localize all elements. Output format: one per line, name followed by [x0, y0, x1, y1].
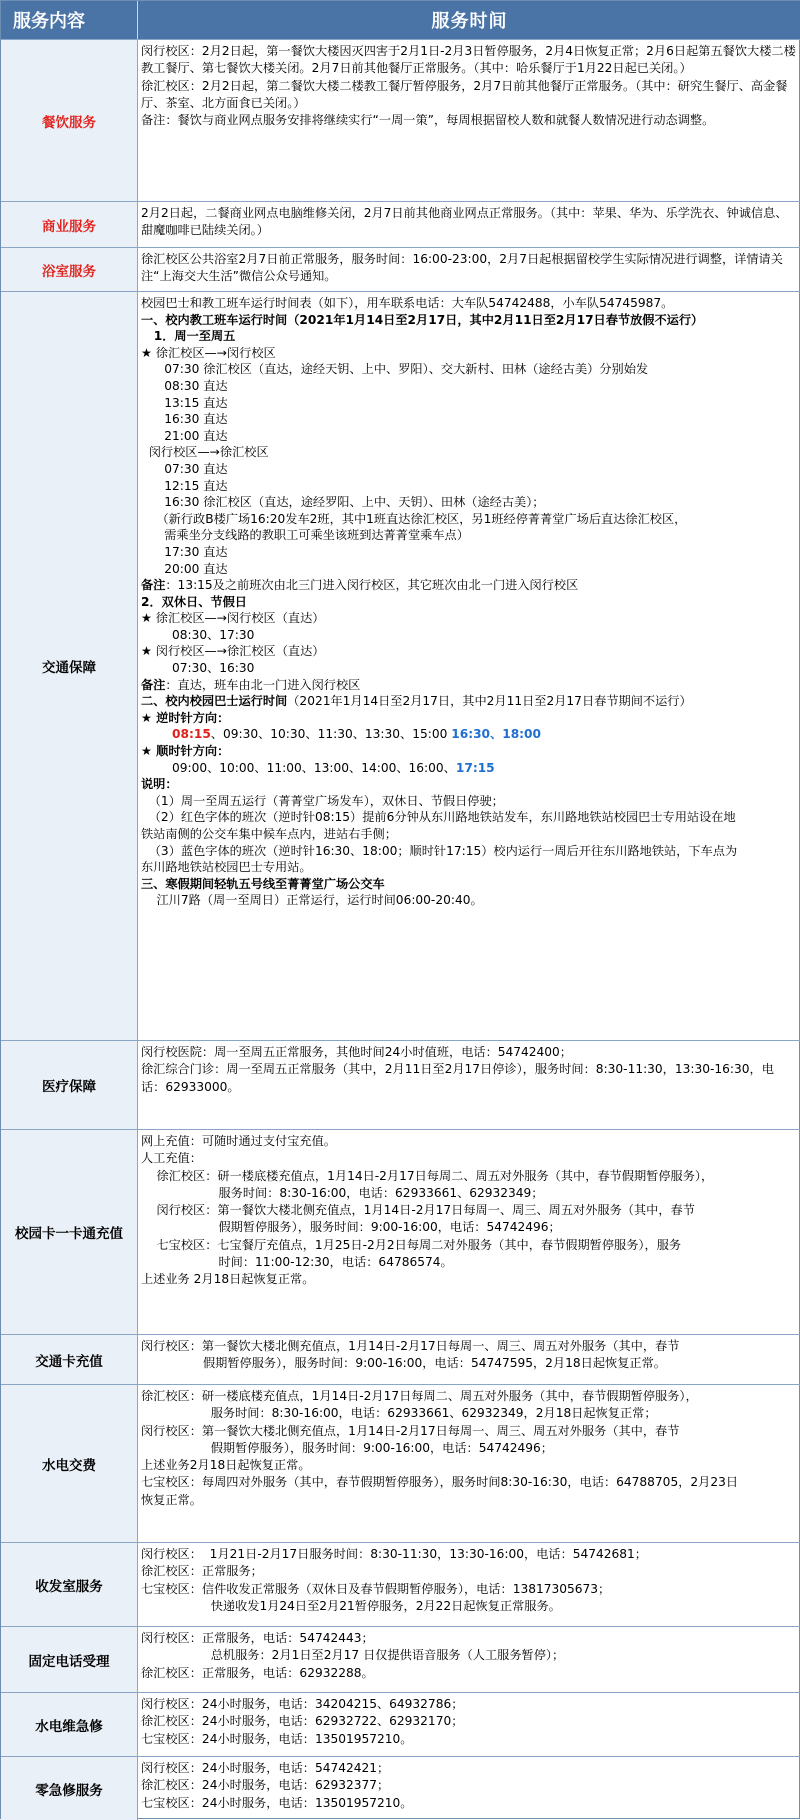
schedule-text: 09:00、10:00、11:00、13:00、14:00、16:00、 — [141, 760, 456, 775]
service-details — [138, 1693, 800, 1756]
detail-line: 七宝校区：24小时服务，电话：13501957210。 — [141, 1731, 413, 1746]
schedule-line: （1）周一至周五运行（菁菁堂广场发车），双休日、节假日停驶； — [141, 793, 504, 808]
schedule-line: 一、校内教工班车运行时间（2021年1月14日至2月17日，其中2月11日至2月17日春节放假不运行） — [141, 312, 704, 327]
category-label: 校园卡一卡通充值 — [1, 1130, 138, 1334]
row-utility-repair — [1, 1692, 800, 1756]
schedule-line — [141, 760, 797, 777]
detail-line: 恢复正常。 — [141, 1492, 202, 1507]
service-details — [138, 248, 800, 291]
detail-line: 上述业务2月18日起恢复正常。 — [141, 1458, 311, 1473]
schedule-line: 铁站南侧的公交车集中候车点内，进站右手侧； — [141, 827, 397, 841]
row-emergency-repair — [1, 1756, 800, 1820]
schedule-line — [141, 693, 797, 710]
detail-line: 假期暂停服务），服务时间：9:00-16:00，电话：54747595，2月18日起恢复正常。 — [141, 1356, 666, 1371]
detail-line: 闵行校区：24小时服务，电话：54742421； — [141, 1761, 390, 1775]
detail-line: 徐汇校区：正常服务； — [141, 1564, 263, 1579]
schedule-line: ★ 逆时针方向： — [141, 710, 230, 725]
schedule-line: 闵行校区—→徐汇校区 — [141, 445, 269, 460]
row-bathhouse — [1, 247, 800, 291]
row-medical — [1, 1040, 800, 1129]
schedule-line: 08:30、17:30 — [141, 627, 255, 642]
detail-line: 徐汇校区：正常服务，电话：62932288。 — [141, 1665, 374, 1680]
detail-line: 闵行校区：正常服务，电话：54742443； — [141, 1631, 374, 1645]
schedule-text: ：13:15及之前班次由北三门进入闵行校区，其它班次由北一门进入闵行校区 — [165, 578, 579, 593]
detail-line: 假期暂停服务），服务时间：9:00-16:00，电话：54742496； — [141, 1220, 561, 1235]
detail-line: 闵行校区：2月2日起，第一餐饮大楼因灭四害于2月1日-2月3日暂停服务，2月4日恢复正常；2月6日起第五餐饮大楼二楼教工餐厅、第七餐饮大楼关闭。2月7日前其他餐厅正常服务。（其中：哈乐餐厅于1月22日起已关闭。） — [141, 44, 796, 76]
category-label: 交通卡充值 — [1, 1335, 138, 1384]
schedule-line: 江川7路（周一至周日）正常运行，运行时间06:00-20:40。 — [141, 893, 483, 908]
schedule-line: ★ 闵行校区—→徐汇校区（直达） — [141, 644, 325, 659]
schedule-line: 东川路地铁站校园巴士专用站。 — [141, 860, 312, 875]
row-transit-card — [1, 1334, 800, 1384]
detail-line: 徐汇校区：2月2日起，第二餐饮大楼二楼教工餐厅暂停服务，2月7日前其他餐厅正常服务。（其中：研究生餐厅、高金餐厅、茶室、北方面食已关闭。） — [141, 78, 788, 110]
service-details — [138, 1543, 800, 1626]
detail-line: 七宝校区：信件收发正常服务（双休日及春节假期暂停服务），电话：13817305673； — [141, 1581, 611, 1596]
schedule-text: 、09:30、10:30、11:30、13:30、15:00 — [210, 727, 452, 742]
schedule-text: （2021年1月14日至2月17日，其中2月11日至2月17日春节期间不运行） — [287, 694, 692, 709]
schedule-line: 16:30 直达 — [141, 412, 228, 427]
detail-line: 七宝校区：七宝餐厅充值点，1月25日-2月2日每周二对外服务（其中，春节假期暂停服务），服务 — [141, 1237, 682, 1252]
schedule-line: 三、寒假期间轻轨五号线至菁菁堂广场公交车 — [141, 876, 385, 891]
schedule-line: （新行政B楼广场16:20发车2班，其中1班直达徐汇校区，另1班经停菁菁堂广场后直达徐汇校区， — [141, 511, 687, 526]
schedule-line — [141, 677, 797, 694]
schedule-line — [141, 726, 797, 743]
detail-line: 七宝校区：每周四对外服务（其中，春节假期暂停服务），服务时间8:30-16:30，电话：64788705，2月23日 — [141, 1475, 739, 1490]
schedule-text: ：直达，班车由北一门进入闵行校区 — [165, 677, 361, 692]
schedule-line: 07:30 直达 — [141, 461, 228, 476]
header-service-content: 服务内容 — [1, 1, 138, 39]
service-details — [138, 292, 800, 1040]
detail-line: 闵行校区：第一餐饮大楼北侧充值点，1月14日-2月17日每周一、周三、周五对外服务（其中，春节 — [141, 1423, 680, 1438]
category-label: 商业服务 — [1, 202, 138, 247]
detail-line: 2月2日起，二餐商业网点电脑维修关闭，2月7日前其他商业网点正常服务。（其中：苹果、华为、乐学洗衣、钟诚信息、甜魔咖啡已陆续关闭。） — [141, 206, 788, 238]
schedule-line: ★ 顺时针方向： — [141, 744, 230, 759]
schedule-line: 07:30、16:30 — [141, 661, 255, 676]
schedule-line — [141, 577, 797, 594]
row-catering — [1, 39, 800, 201]
schedule-line: 需乘坐分支线路的教职工可乘坐该班到达菁菁堂乘车点） — [141, 528, 469, 543]
detail-line: 上述业务 2月18日起恢复正常。 — [141, 1272, 315, 1287]
category-label: 水电维急修 — [1, 1693, 138, 1756]
schedule-line: 1．周一至周五 — [141, 329, 236, 344]
detail-line: 服务时间：8:30-16:00，电话：62933661、62932349； — [141, 1185, 544, 1200]
row-landline — [1, 1626, 800, 1692]
schedule-line: 12:15 直达 — [141, 478, 228, 493]
detail-line: 闵行校区：第一餐饮大楼北侧充值点，1月14日-2月17日每周一、周三、周五对外服务（其中，春节 — [141, 1203, 695, 1218]
category-label: 水电交费 — [1, 1385, 138, 1542]
detail-line: 徐汇校区：研一楼底楼充值点，1月14日-2月17日每周二、周五对外服务（其中，春节假期暂停服务）， — [141, 1389, 698, 1403]
detail-line: 服务时间：8:30-16:00，电话：62933661、62932349，2月18日起恢复正常； — [141, 1406, 657, 1421]
schedule-lead: 备注 — [141, 677, 166, 692]
service-details — [138, 1041, 800, 1129]
detail-line: 人工充值： — [141, 1151, 202, 1166]
schedule-line: 20:00 直达 — [141, 561, 228, 576]
category-label: 浴室服务 — [1, 248, 138, 291]
detail-line: 闵行校医院：周一至周五正常服务，其他时间24小时值班，电话：54742400； — [141, 1045, 572, 1059]
row-mailroom — [1, 1542, 800, 1626]
detail-line: 徐汇综合门诊：周一至周五正常服务（其中，2月11日至2月17日停诊），服务时间：8:30-11:30，13:30-16:30，电话：62933000。 — [141, 1062, 774, 1094]
row-commerce — [1, 201, 800, 247]
schedule-line: 2．双休日、节假日 — [141, 594, 247, 609]
detail-line: 假期暂停服务），服务时间：9:00-16:00，电话：54742496； — [141, 1440, 553, 1455]
detail-line: 闵行校区：24小时服务，电话：34204215、64932786； — [141, 1697, 464, 1711]
table-header — [1, 1, 800, 39]
highlighted-time: 17:15 — [455, 760, 495, 775]
schedule-lead: 备注 — [141, 578, 166, 593]
highlighted-time: 08:15 — [172, 727, 211, 742]
detail-line: 快递收发1月24日至2月21暂停服务，2月22日起恢复正常服务。 — [141, 1598, 561, 1613]
detail-line: 徐汇校区：24小时服务，电话：62932377； — [141, 1778, 390, 1793]
category-label: 固定电话受理 — [1, 1627, 138, 1692]
schedule-line: 说明： — [141, 777, 178, 792]
category-label: 餐饮服务 — [1, 40, 138, 201]
category-label: 收发室服务 — [1, 1543, 138, 1626]
schedule-lead: 二、校内校园巴士运行时间 — [141, 694, 288, 709]
row-campus-card — [1, 1129, 800, 1334]
row-utility-payment — [1, 1384, 800, 1542]
detail-line: 网上充值：可随时通过支付宝充值。 — [141, 1134, 336, 1148]
category-label: 医疗保障 — [1, 1041, 138, 1129]
schedule-line: 08:30 直达 — [141, 378, 228, 393]
schedule-line: 16:30 徐汇校区（直达，途经罗阳、上中、天钥）、田林（途经古美）； — [141, 495, 545, 510]
category-label: 零急修服务 — [1, 1757, 138, 1820]
detail-line: 时间：11:00-12:30，电话：64786574。 — [141, 1255, 453, 1270]
service-details — [138, 1130, 800, 1334]
service-details — [138, 40, 800, 201]
detail-line: 总机服务：2月1日至2月17 日仅提供语音服务（人工服务暂停）； — [141, 1648, 565, 1663]
service-details — [138, 1335, 800, 1384]
schedule-line: 17:30 直达 — [141, 544, 228, 559]
schedule-line: 21:00 直达 — [141, 428, 228, 443]
service-details — [138, 1627, 800, 1692]
highlighted-time: 16:30、18:00 — [451, 727, 542, 742]
schedule-line: ★ 徐汇校区—→闵行校区 — [141, 345, 276, 360]
detail-line: 闵行校区： 1月21日-2月17日服务时间：8:30-11:30，13:30-16:00，电话：54742681； — [141, 1547, 647, 1561]
schedule-line: 07:30 徐汇校区（直达，途经天钥、上中、罗阳）、交大新村、田林（途经古美）分别始发 — [141, 362, 649, 377]
row-transport — [1, 291, 800, 1040]
category-label: 交通保障 — [1, 292, 138, 1040]
service-details — [138, 1757, 800, 1820]
detail-line: 徐汇校区：研一楼底楼充值点，1月14日-2月17日每周二、周五对外服务（其中，春节假期暂停服务）， — [141, 1168, 714, 1183]
header-service-time: 服务时间 — [431, 11, 508, 32]
detail-line: 七宝校区：24小时服务，电话：13501957210。 — [141, 1795, 413, 1810]
schedule-text — [141, 727, 172, 741]
detail-line: 备注：餐饮与商业网点服务安排将继续实行“一周一策”，每周根据留校人数和就餐人数情况进行动态调整。 — [141, 113, 715, 128]
schedule-line: ★ 徐汇校区—→闵行校区（直达） — [141, 611, 325, 626]
service-details — [138, 1385, 800, 1542]
detail-line: 徐汇校区公共浴室2月7日前正常服务，服务时间：16:00-23:00，2月7日起根据留校学生实际情况进行调整，详情请关注“上海交大生活”微信公众号通知。 — [141, 252, 783, 284]
schedule-line: （3）蓝色字体的班次（逆时针16:30、18:00；顺时针17:15）校内运行一周后开往东川路地铁站，下车点为 — [141, 843, 738, 858]
schedule-line: 校园巴士和教工班车运行时间表（如下），用车联系电话：大车队54742488，小车队54745987。 — [141, 296, 674, 310]
detail-line: 闵行校区：第一餐饮大楼北侧充值点，1月14日-2月17日每周一、周三、周五对外服务（其中，春节 — [141, 1339, 680, 1353]
service-details — [138, 202, 800, 247]
schedule-line: （2）红色字体的班次（逆时针08:15）提前6分钟从东川路地铁站发车，东川路地铁站校园巴士专用站设在地 — [141, 810, 736, 825]
detail-line: 徐汇校区：24小时服务，电话：62932722、62932170； — [141, 1714, 464, 1729]
schedule-line: 13:15 直达 — [141, 395, 228, 410]
